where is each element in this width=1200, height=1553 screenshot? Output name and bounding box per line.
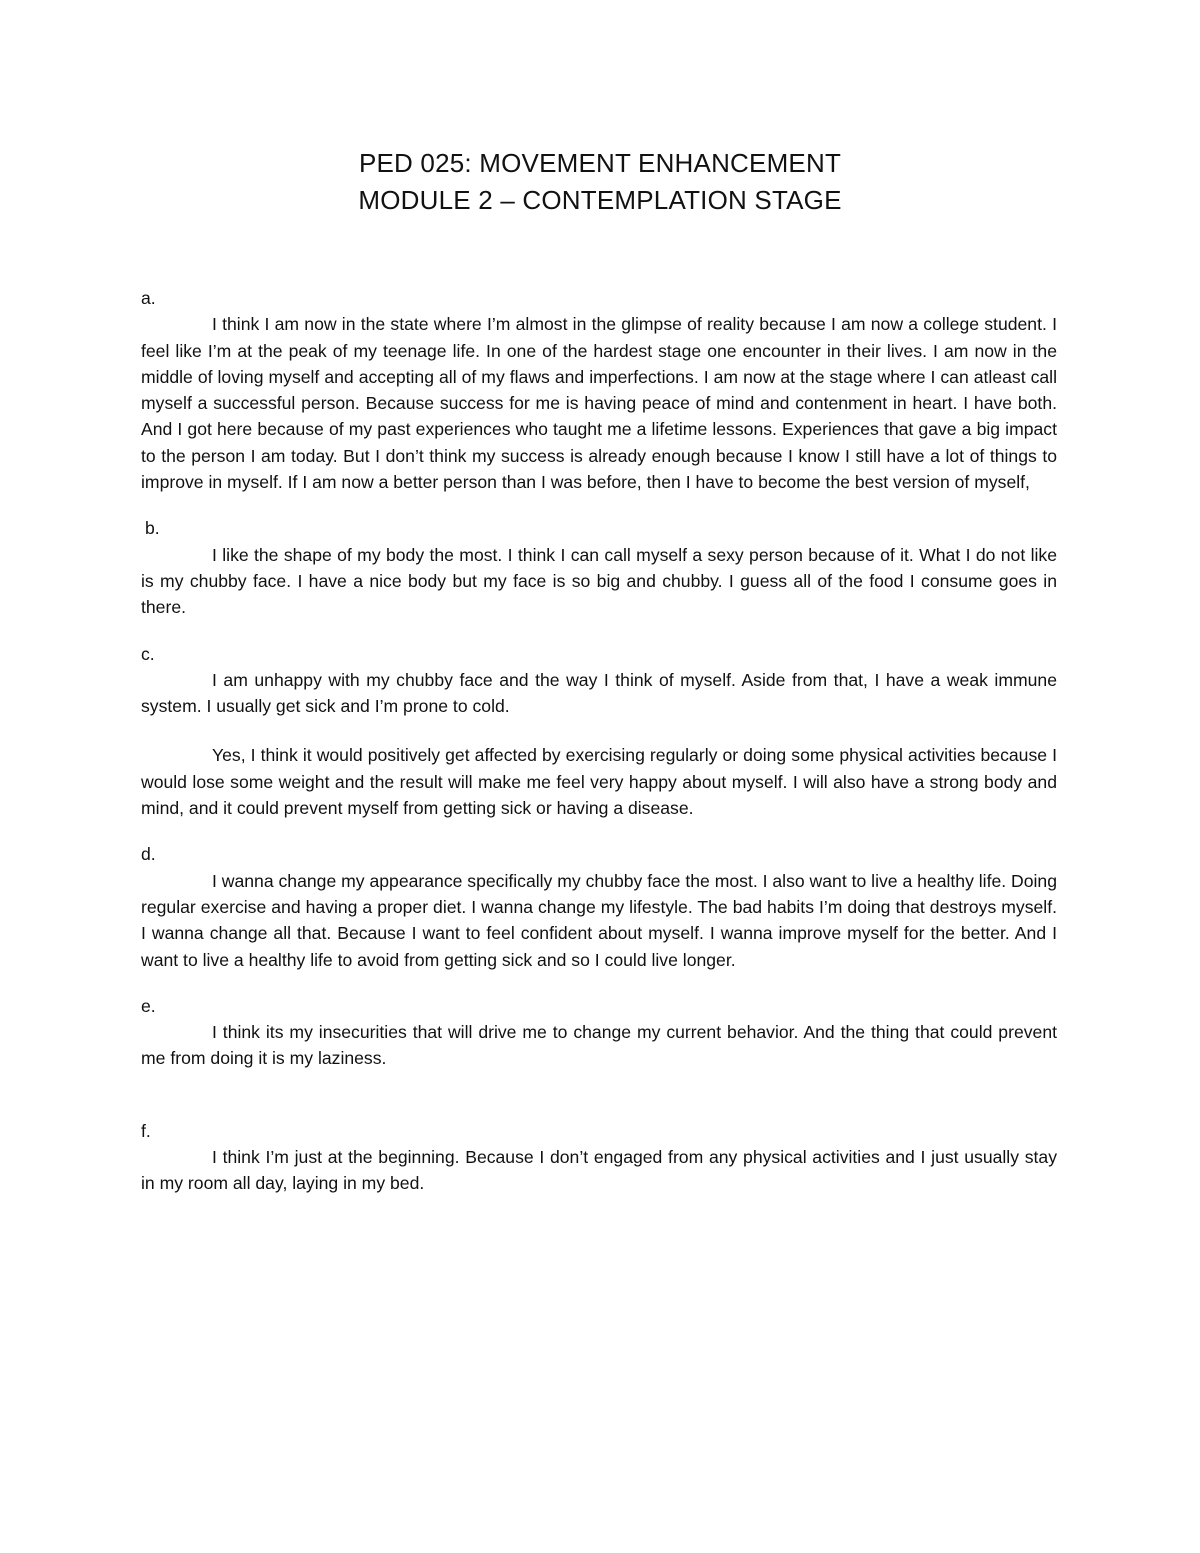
answer-paragraph: I wanna change my appearance specifically my chubby face the most. I also want to live a healthy life. Doing regular exercise and having a proper diet. I wanna change my lifestyle. The bad habits I’m doing that destroys myself. I wanna change all that. Because I want to feel confident about myself. I wanna improve myself for the better. And I want to live a healthy life to avoid from getting sick and so I could live longer. [141, 870, 1057, 970]
answer-paragraph: I think I am now in the state where I’m almost in the glimpse of reality because I am now a college student. I feel like I’m at the peak of my teenage life. In one of the hardest stage one encounter in their lives. I am now in the middle of loving myself and accepting all of my flaws and imperfections. I am now at the stage where I can atleast call myself a successful person. Because success for me is having peace of mind and contenment in heart. I have both. And I got here because of my past experiences who taught me a lifetime lessons. Experiences that gave a big impact to the person I am today. But I don’t think my success is already enough because I know I still have a lot of things to improve in myself. If I am now a better person than I was before, then I have to become the best version of myself, [141, 314, 1057, 493]
section-d [141, 841, 1057, 972]
section-label: e. [141, 995, 156, 1016]
section-label: f. [141, 1120, 151, 1141]
section-a [141, 285, 1057, 495]
answer-paragraph: I think its my insecurities that will drive me to change my current behavior. And the thing that could prevent me from doing it is my laziness. [141, 1022, 1057, 1069]
section-label: d. [141, 844, 156, 865]
section-c [141, 641, 1057, 822]
answer-paragraph: Yes, I think it would positively get affected by exercising regularly or doing some physical activities because I would lose some weight and the result will make me feel very happy about myself. I will also have a strong body and mind, and it could prevent myself from getting sick or having a disease. [141, 745, 1057, 819]
section-label: a. [141, 288, 156, 308]
answer-paragraph: I like the shape of my body the most. I think I can call myself a sexy person because of it. What I do not like is my chubby face. I have a nice body but my face is so big and chubby. I guess all of the food I consume goes in there. [141, 544, 1057, 618]
document-header [0, 145, 1200, 219]
module-title: MODULE 2 – CONTEMPLATION STAGE [358, 185, 842, 215]
section-label: c. [141, 643, 155, 664]
section-e [141, 993, 1057, 1072]
section-label: b. [145, 518, 160, 539]
answer-paragraph: I am unhappy with my chubby face and the way I think of myself. Aside from that, I have a weak immune system. I usually get sick and I’m prone to cold. [141, 669, 1057, 717]
answer-paragraph: I think I’m just at the beginning. Because I don’t engaged from any physical activities and I just usually stay in my room all day, laying in my bed. [141, 1147, 1057, 1194]
section-f [141, 1118, 1057, 1197]
section-b [141, 515, 1057, 620]
course-title: PED 025: MOVEMENT ENHANCEMENT [358, 148, 842, 178]
document-body [141, 285, 1057, 1197]
